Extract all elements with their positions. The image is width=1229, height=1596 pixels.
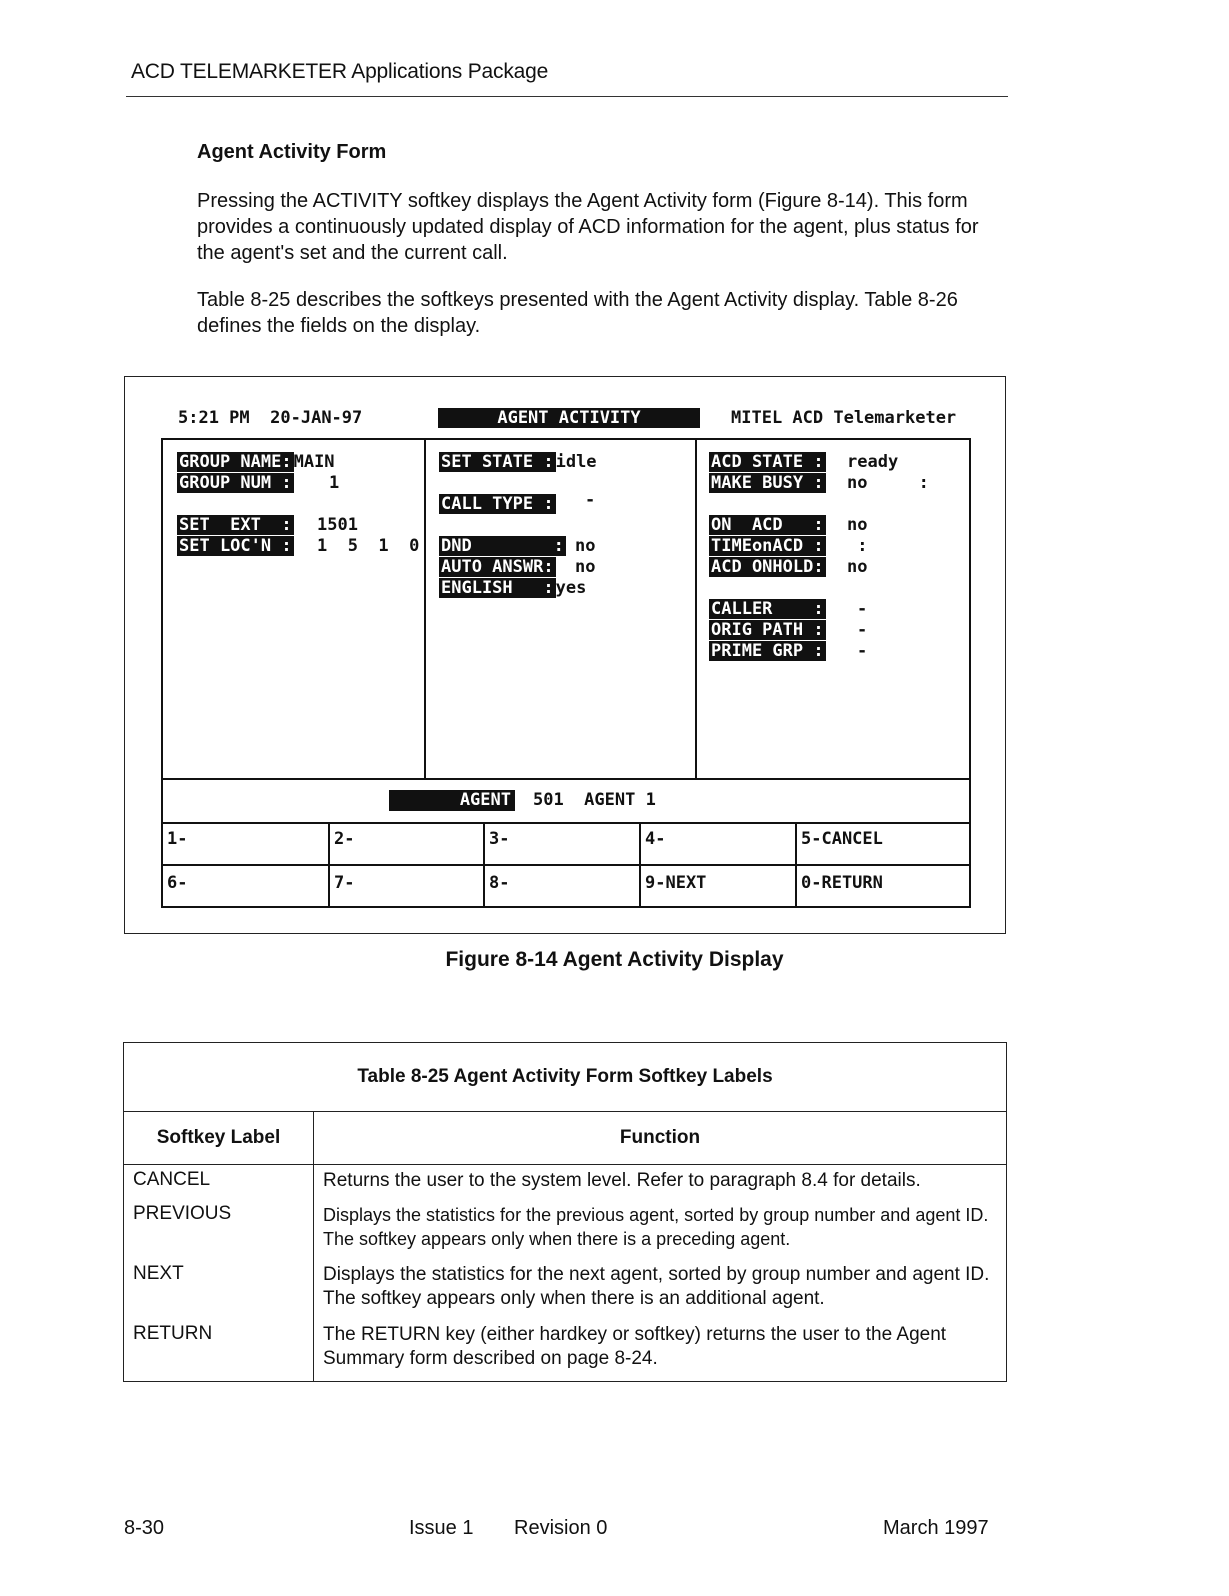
screen-time: 5:21 PM 20-JAN-97 — [178, 408, 363, 428]
column-divider — [424, 440, 426, 778]
softkey-0-return[interactable]: 0-RETURN — [801, 873, 883, 893]
agent-label: AGENT — [389, 790, 515, 811]
section-title: Agent Activity Form — [197, 141, 387, 163]
auto-answer-label: AUTO ANSWR: — [441, 557, 554, 577]
function-cell: Returns the user to the system level. Refer to paragraph 8.4 for details. — [314, 1165, 1007, 1194]
table-row — [124, 1165, 1007, 1194]
acd-state-value: ready — [847, 452, 899, 472]
set-locn-value: 1 5 1 0 — [317, 536, 420, 556]
call-type-label: CALL TYPE : — [441, 494, 554, 514]
softkey-row — [163, 822, 969, 864]
softkey-row — [163, 864, 969, 908]
softkey-1[interactable]: 1- — [163, 822, 330, 864]
make-busy-value: no : — [847, 473, 929, 493]
acd-state-label: ACD STATE : — [711, 452, 824, 472]
column-header-function: Function — [314, 1112, 1007, 1165]
call-type-value: - — [585, 490, 596, 510]
set-locn-label: SET LOC'N : — [179, 536, 292, 556]
softkey-4[interactable]: 4- — [641, 822, 797, 864]
orig-path-value: - — [857, 620, 868, 640]
english-value: yes — [555, 578, 587, 598]
group-num-label: GROUP NUM : — [179, 473, 292, 493]
set-ext-value: 1501 — [317, 515, 358, 535]
softkey-3[interactable]: 3- — [485, 822, 641, 864]
acd-onhold-value: no — [847, 557, 868, 577]
orig-path-label: ORIG PATH : — [711, 620, 824, 640]
dnd-label: DND : — [441, 536, 564, 556]
publication-date: March 1997 — [883, 1517, 989, 1539]
table-row — [124, 1193, 1007, 1251]
header-rule — [126, 96, 1008, 97]
time-on-acd-label: TIMEonACD : — [711, 536, 824, 556]
function-cell: The RETURN key (either hardkey or softkey) returns the user to the Agent Summary form described on page 8-24. — [314, 1311, 1007, 1382]
english-label: ENGLISH : — [441, 578, 554, 598]
time-on-acd-value: : — [847, 536, 868, 556]
prime-grp-label: PRIME GRP : — [711, 641, 824, 661]
terminal-screen — [161, 438, 971, 908]
intro-paragraph: Pressing the ACTIVITY softkey displays the Agent Activity form (Figure 8-14). This form provides a continuously updated display of ACD information for the agent, plus status for the agent's set and the current call. — [197, 190, 979, 264]
screen-date: 20-JAN-97 — [270, 408, 363, 428]
agent-info: 501 AGENT 1 — [533, 790, 656, 810]
screen-brand: MITEL ACD Telemarketer — [731, 408, 957, 428]
softkey-label-cell: CANCEL — [124, 1165, 314, 1194]
group-num-value: 1 — [329, 473, 340, 493]
set-state-value: idle — [555, 452, 597, 472]
acd-onhold-label: ACD ONHOLD: — [711, 557, 824, 577]
group-name-value: MAIN — [293, 452, 335, 472]
issue-label: Issue 1 — [409, 1517, 474, 1539]
table-row — [124, 1251, 1007, 1311]
softkey-label-cell: RETURN — [124, 1311, 314, 1382]
screen-title: AGENT ACTIVITY — [438, 408, 700, 428]
softkey-8[interactable]: 8- — [485, 866, 641, 908]
caller-label: CALLER : — [711, 599, 824, 619]
softkey-labels-table — [123, 1042, 1007, 1382]
softkey-9-next[interactable]: 9-NEXT — [641, 866, 797, 908]
figure-caption: Figure 8-14 Agent Activity Display — [445, 948, 784, 971]
dnd-value: no — [575, 536, 596, 556]
function-cell: Displays the statistics for the next agent, sorted by group number and agent ID. The softkey appears only when there is an additional agent. — [314, 1251, 1007, 1311]
on-acd-value: no — [847, 515, 868, 535]
set-ext-label: SET EXT : — [179, 515, 292, 535]
agent-row — [163, 778, 969, 824]
softkey-6[interactable]: 6- — [163, 866, 330, 908]
softkey-5-cancel[interactable]: 5-CANCEL — [801, 829, 883, 849]
softkey-label-cell: PREVIOUS — [124, 1193, 314, 1251]
softkey-2[interactable]: 2- — [330, 822, 485, 864]
table-row — [124, 1311, 1007, 1382]
group-name-label: GROUP NAME: — [179, 452, 292, 472]
function-cell: Displays the statistics for the previous agent, sorted by group number and agent ID. The softkey appears only when there is a preceding agent. — [314, 1193, 1007, 1251]
column-divider — [695, 440, 697, 778]
running-header: ACD TELEMARKETER Applications Package — [131, 60, 549, 83]
auto-answer-value: no — [575, 557, 596, 577]
table-caption: Table 8-25 Agent Activity Form Softkey Labels — [124, 1043, 1007, 1112]
revision-label: Revision 0 — [514, 1517, 608, 1539]
column-header-softkey-label: Softkey Label — [124, 1112, 314, 1165]
page-number: 8-30 — [124, 1517, 165, 1539]
softkey-7[interactable]: 7- — [330, 866, 485, 908]
set-state-label: SET STATE : — [441, 452, 554, 472]
softkey-grid — [163, 822, 969, 906]
make-busy-label: MAKE BUSY : — [711, 473, 824, 493]
table-reference-paragraph: Table 8-25 describes the softkeys presented with the Agent Activity display. Table 8-26 defines the fields on the display. — [197, 289, 958, 337]
caller-value: - — [857, 599, 868, 619]
on-acd-label: ON ACD : — [711, 515, 824, 535]
softkey-label-cell: NEXT — [124, 1251, 314, 1311]
prime-grp-value: - — [857, 641, 868, 661]
